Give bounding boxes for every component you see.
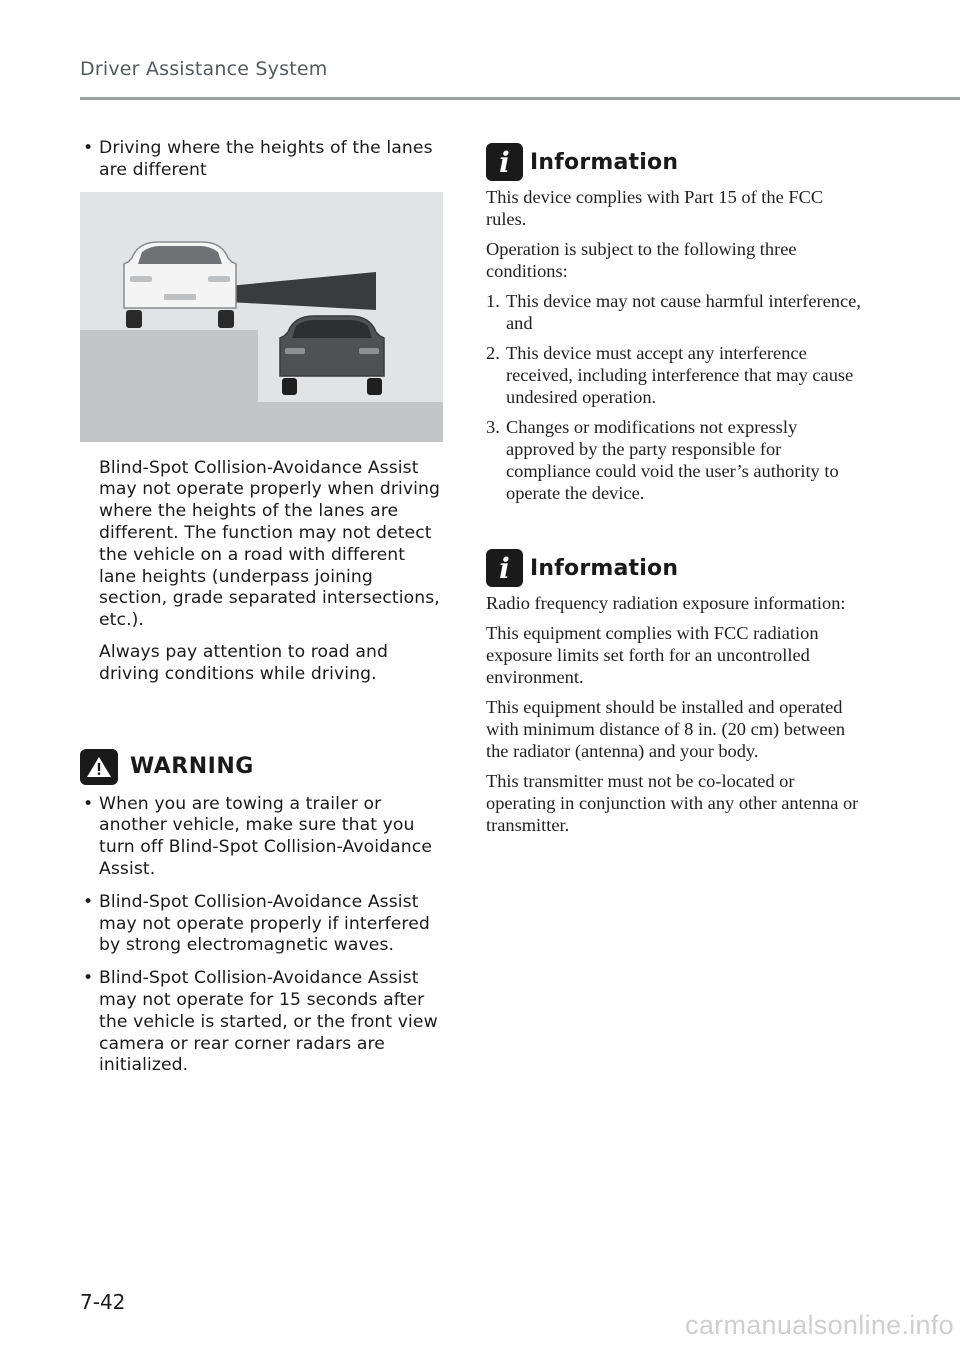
list-text: This device must accept any interference received, including interference that may cause undesired operation. xyxy=(506,343,854,407)
watermark: carmanualsonline.info xyxy=(685,1310,954,1340)
information-title: Information xyxy=(530,149,679,175)
caption-paragraph: Always pay attention to road and driving conditions while driving. xyxy=(99,641,389,684)
caption-paragraph: Blind-Spot Collision-Avoidance Assist may not operate properly when driving where the heights of the lanes are different. The function may not detect the vehicle on a road with different lane heights (underpass joining section, grade separated intersections, etc.). xyxy=(99,457,441,631)
info-paragraph: This device complies with Part 15 of the FCC rules. xyxy=(486,187,824,229)
info-icon: i xyxy=(486,549,523,587)
information-body xyxy=(486,186,866,504)
upper-road-block xyxy=(80,330,258,442)
warning-title: WARNING xyxy=(130,754,254,780)
list-text: Changes or modifications not expressly approved by the party responsible for compliance could void the user’s authority to operate the device. xyxy=(506,417,839,503)
list-item xyxy=(486,416,866,504)
information-heading xyxy=(486,142,866,182)
warning-heading xyxy=(80,749,445,785)
lower-road-block xyxy=(258,402,443,442)
information-body xyxy=(486,592,866,836)
info-icon: i xyxy=(486,143,523,181)
warning-list xyxy=(80,794,445,1078)
lane-height-illustration xyxy=(80,192,443,442)
list-text: This device may not cause harmful interference, and xyxy=(506,291,861,333)
header-divider xyxy=(80,97,960,100)
info-paragraph: This equipment complies with FCC radiation exposure limits set forth for an uncontrolled environment. xyxy=(486,623,819,687)
list-number: 2. xyxy=(486,343,500,363)
list-number: 3. xyxy=(486,417,500,437)
warning-item: • Blind-Spot Collision-Avoidance Assist may not operate properly if interfered by strong electromagnetic waves. xyxy=(80,892,445,957)
list-item xyxy=(486,342,866,408)
list-item xyxy=(486,290,866,334)
warning-item: • When you are towing a trailer or another vehicle, make sure that you turn off Blind-Spot Collision-Avoidance Assist. xyxy=(80,794,445,881)
right-column xyxy=(486,142,866,844)
information-heading xyxy=(486,548,866,588)
section-title: Driver Assistance System xyxy=(80,58,328,80)
bullet-lane-heights: • Driving where the heights of the lanes are different xyxy=(80,138,445,182)
info-paragraph: Operation is subject to the following three conditions: xyxy=(486,239,797,281)
conditions-list xyxy=(486,290,866,504)
warning-item: • Blind-Spot Collision-Avoidance Assist may not operate for 15 seconds after the vehicle is started, or the front view camera or rear corner radars are initialized. xyxy=(80,968,445,1077)
info-paragraph: This equipment should be installed and operated with minimum distance of 8 in. (20 cm) between the radiator (antenna) and your body. xyxy=(486,697,846,761)
information-title: Information xyxy=(530,555,679,581)
info-paragraph: This transmitter must not be co-located or operating in conjunction with any other antenna or transmitter. xyxy=(486,771,859,835)
info-paragraph: Radio frequency radiation exposure information: xyxy=(486,593,846,613)
left-column xyxy=(80,138,445,1077)
information-section-radio xyxy=(486,548,866,836)
page-number: 7-42 xyxy=(80,1290,126,1314)
list-number: 1. xyxy=(486,291,500,311)
warning-icon xyxy=(80,749,118,785)
